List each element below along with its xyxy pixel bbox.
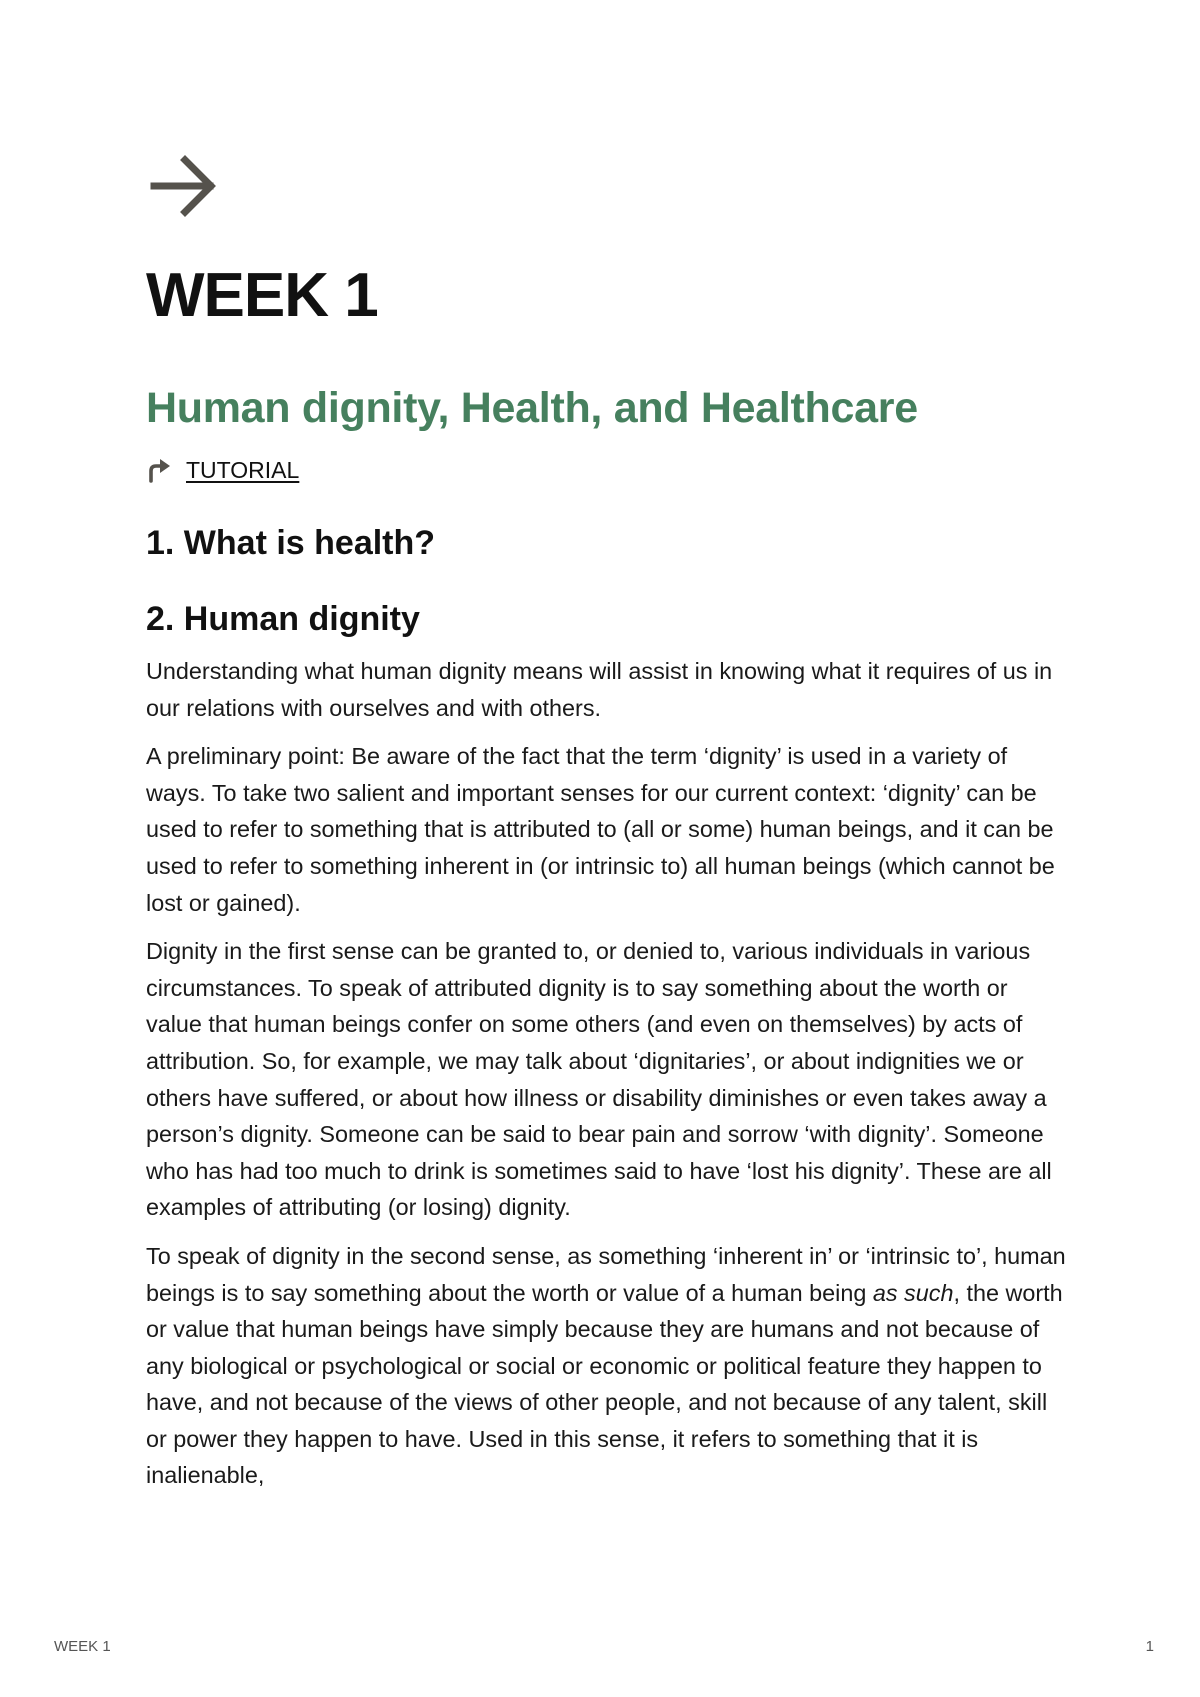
- footer-title: WEEK 1: [54, 1638, 111, 1655]
- paragraph-1: Understanding what human dignity means will assist in knowing what it requires of us in our relations with ourselves and with others.: [146, 658, 1053, 721]
- paragraph-3: Dignity in the first sense can be granted to, or denied to, various individuals in various circumstances. To speak of attributed dignity is to say something about the worth or value that human beings confer on some others (and even on themselves) by acts of attribution. So, for example, we may talk about ‘dignitaries’, or about indignities we or others have suffered, or about how illness or disability diminishes or even takes away a person’s dignity. Someone can be said to bear pain and sorrow ‘with dignity’. Someone who has had too much to drink is sometimes said to have ‘lost his dignity’. These are all examples of attributing (or losing) dignity.: [146, 938, 1052, 1221]
- paragraph-4-text-a: To speak of dignity in the second sense, as something ‘inherent in’ or ‘intrinsic to’, human beings is to say something about the worth or value of a human being: [146, 1242, 1066, 1306]
- paragraph-2: A preliminary point: Be aware of the fact that the term ‘dignity’ is used in a variety of ways. To take two salient and important senses for our current context: ‘dignity’ can be used to refer to something that is attributed to (all or some) human beings, and it can be used to refer to something inherent in (or intrinsic to) all human beings (which cannot be lost or gained).: [146, 743, 1055, 916]
- section-heading-human-dignity: 2. Human dignity: [146, 600, 420, 638]
- redirect-arrow-icon: [146, 457, 172, 483]
- tutorial-link[interactable]: TUTORIAL: [186, 456, 300, 483]
- tutorial-link-row[interactable]: [146, 452, 1066, 488]
- arrow-right-icon: [146, 148, 222, 224]
- page-title: WEEK 1: [146, 261, 378, 330]
- page-subtitle: Human dignity, Health, and Healthcare: [146, 384, 918, 432]
- paragraph-4: [146, 1238, 1066, 1494]
- section-heading-what-is-health: 1. What is health?: [146, 524, 436, 562]
- footer-page-number: 1: [1145, 1638, 1154, 1655]
- paragraph-4-italic: as such: [872, 1279, 954, 1306]
- paragraph-4-text-b: , the worth or value that human beings have simply because they are humans and not because of any biological or psychological or social or economic or political feature they happen to have, and not because of the views of other people, and not because of any talent, skill or power they happen to have. Used in this sense, it refers to something that it is inalienable,: [146, 1279, 1063, 1489]
- page-content: [146, 148, 1066, 1494]
